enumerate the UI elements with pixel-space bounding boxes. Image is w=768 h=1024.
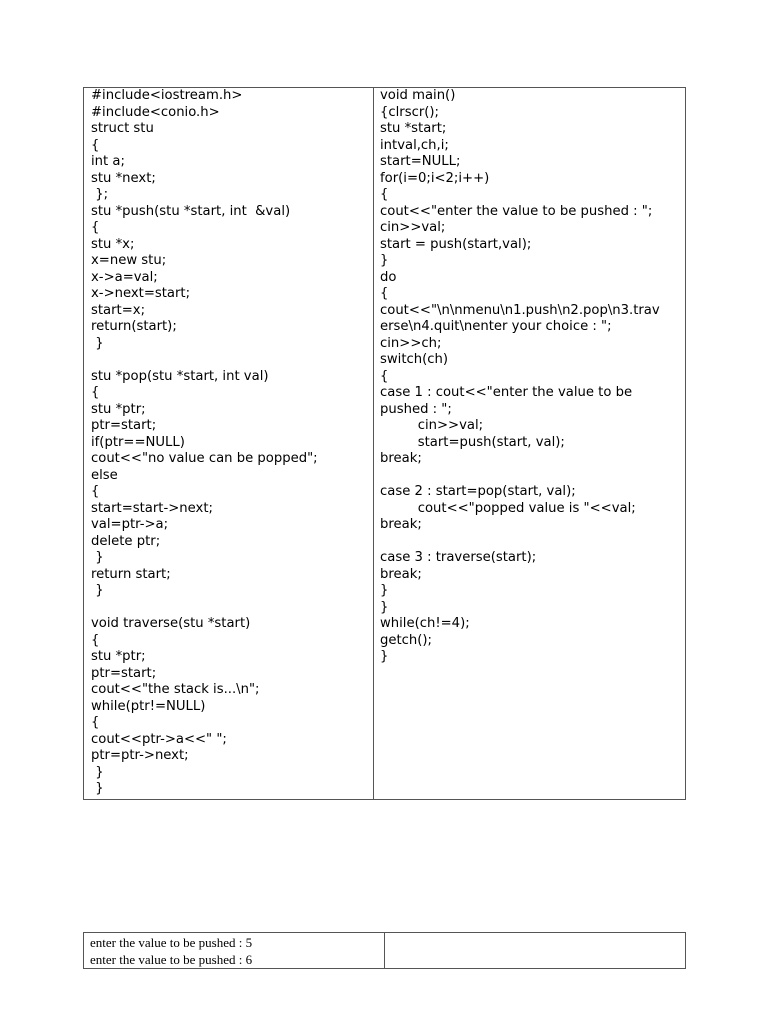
- code-line: intval,ch,i;: [380, 137, 449, 153]
- code-line: for(i=0;i<2;i++): [380, 170, 490, 186]
- code-line: break;: [380, 566, 422, 582]
- output-column-right: [385, 933, 685, 968]
- code-line: [91, 352, 373, 369]
- code-line: switch(ch): [380, 352, 448, 367]
- code-line: {: [91, 484, 100, 499]
- code-line: [380, 534, 685, 551]
- code-line: cout<<"\n\nmenu\n1.push\n2.pop\n3.trav: [380, 302, 660, 318]
- output-table: [83, 932, 686, 969]
- code-line: [380, 468, 685, 485]
- code-line: x->a=val;: [91, 269, 158, 285]
- code-line: void main(): [380, 88, 456, 103]
- code-line: {: [91, 137, 100, 153]
- code-line: {: [91, 220, 100, 235]
- code-line: ptr=ptr->next;: [91, 748, 189, 763]
- code-line: else: [91, 467, 118, 483]
- code-line: {clrscr();: [380, 104, 440, 120]
- code-line: }: [380, 599, 389, 615]
- code-line: stu *ptr;: [91, 649, 146, 664]
- code-line: #include<conio.h>: [91, 104, 220, 120]
- code-line: break;: [380, 517, 422, 532]
- code-line: {: [91, 632, 100, 648]
- code-line: start=NULL;: [380, 154, 461, 169]
- code-line: while(ptr!=NULL): [91, 698, 206, 714]
- code-line: }: [91, 764, 104, 780]
- code-line: stu *next;: [91, 170, 156, 186]
- code-line: stu *start;: [380, 121, 447, 136]
- code-line: x->next=start;: [91, 286, 191, 301]
- code-line: return start;: [91, 566, 171, 582]
- code-line: [91, 600, 373, 617]
- code-table: [83, 87, 686, 800]
- code-line: pushed : ";: [380, 401, 452, 417]
- code-line: {: [380, 187, 389, 202]
- code-line: ptr=start;: [91, 665, 157, 681]
- code-line: stu *x;: [91, 236, 135, 252]
- code-line: }: [380, 253, 389, 268]
- code-line: int a;: [91, 154, 125, 169]
- code-line: val=ptr->a;: [91, 517, 169, 532]
- code-column-left: [84, 88, 374, 799]
- code-line: getch();: [380, 632, 432, 648]
- output-column-left: [84, 933, 385, 968]
- output-line: enter the value to be pushed : 6: [90, 952, 253, 967]
- code-line: }: [91, 583, 104, 598]
- code-line: return(start);: [91, 319, 177, 334]
- code-line: {: [380, 286, 389, 301]
- code-line: {: [91, 385, 100, 400]
- code-line: start=start->next;: [91, 500, 213, 516]
- code-line: #include<iostream.h>: [91, 88, 243, 103]
- code-line: }: [91, 335, 104, 351]
- code-column-right: [374, 88, 685, 799]
- code-line: delete ptr;: [91, 533, 161, 549]
- code-line: }: [91, 781, 104, 796]
- code-line: case 2 : start=pop(start, val);: [380, 484, 576, 499]
- code-line: cout<<ptr->a<<" ";: [91, 731, 227, 747]
- code-line: stu *pop(stu *start, int val): [91, 368, 269, 384]
- code-line: start=x;: [91, 302, 146, 318]
- code-line: {: [91, 715, 100, 730]
- code-line: do: [380, 269, 397, 285]
- code-line: cin>>val;: [380, 418, 484, 433]
- code-line: if(ptr==NULL): [91, 434, 185, 450]
- code-line: x=new stu;: [91, 253, 167, 268]
- code-line: ptr=start;: [91, 418, 157, 433]
- code-line: while(ch!=4);: [380, 616, 470, 631]
- code-line: cout<<"no value can be popped";: [91, 451, 318, 466]
- code-line: erse\n4.quit\nenter your choice : ";: [380, 319, 612, 334]
- code-line: cin>>val;: [380, 220, 446, 235]
- code-line: stu *push(stu *start, int &val): [91, 203, 291, 219]
- code-line: cin>>ch;: [380, 335, 442, 351]
- code-line: start = push(start,val);: [380, 236, 532, 252]
- code-line: }: [91, 550, 104, 565]
- code-line: case 3 : traverse(start);: [380, 550, 537, 565]
- code-line: }: [380, 649, 389, 664]
- output-line: enter the value to be pushed : 5: [90, 935, 253, 950]
- code-line: void traverse(stu *start): [91, 616, 251, 631]
- code-line: case 1 : cout<<"enter the value to be: [380, 385, 633, 400]
- code-line: stu *ptr;: [91, 401, 146, 417]
- code-line: break;: [380, 451, 422, 466]
- code-line: start=push(start, val);: [380, 434, 565, 450]
- code-line: struct stu: [91, 121, 154, 136]
- code-line: cout<<"enter the value to be pushed : ";: [380, 203, 653, 219]
- code-line: cout<<"popped value is "<<val;: [380, 500, 636, 516]
- code-line: }: [380, 583, 389, 598]
- code-line: cout<<"the stack is...\n";: [91, 682, 260, 697]
- code-line: {: [380, 368, 389, 384]
- code-line: };: [91, 187, 109, 202]
